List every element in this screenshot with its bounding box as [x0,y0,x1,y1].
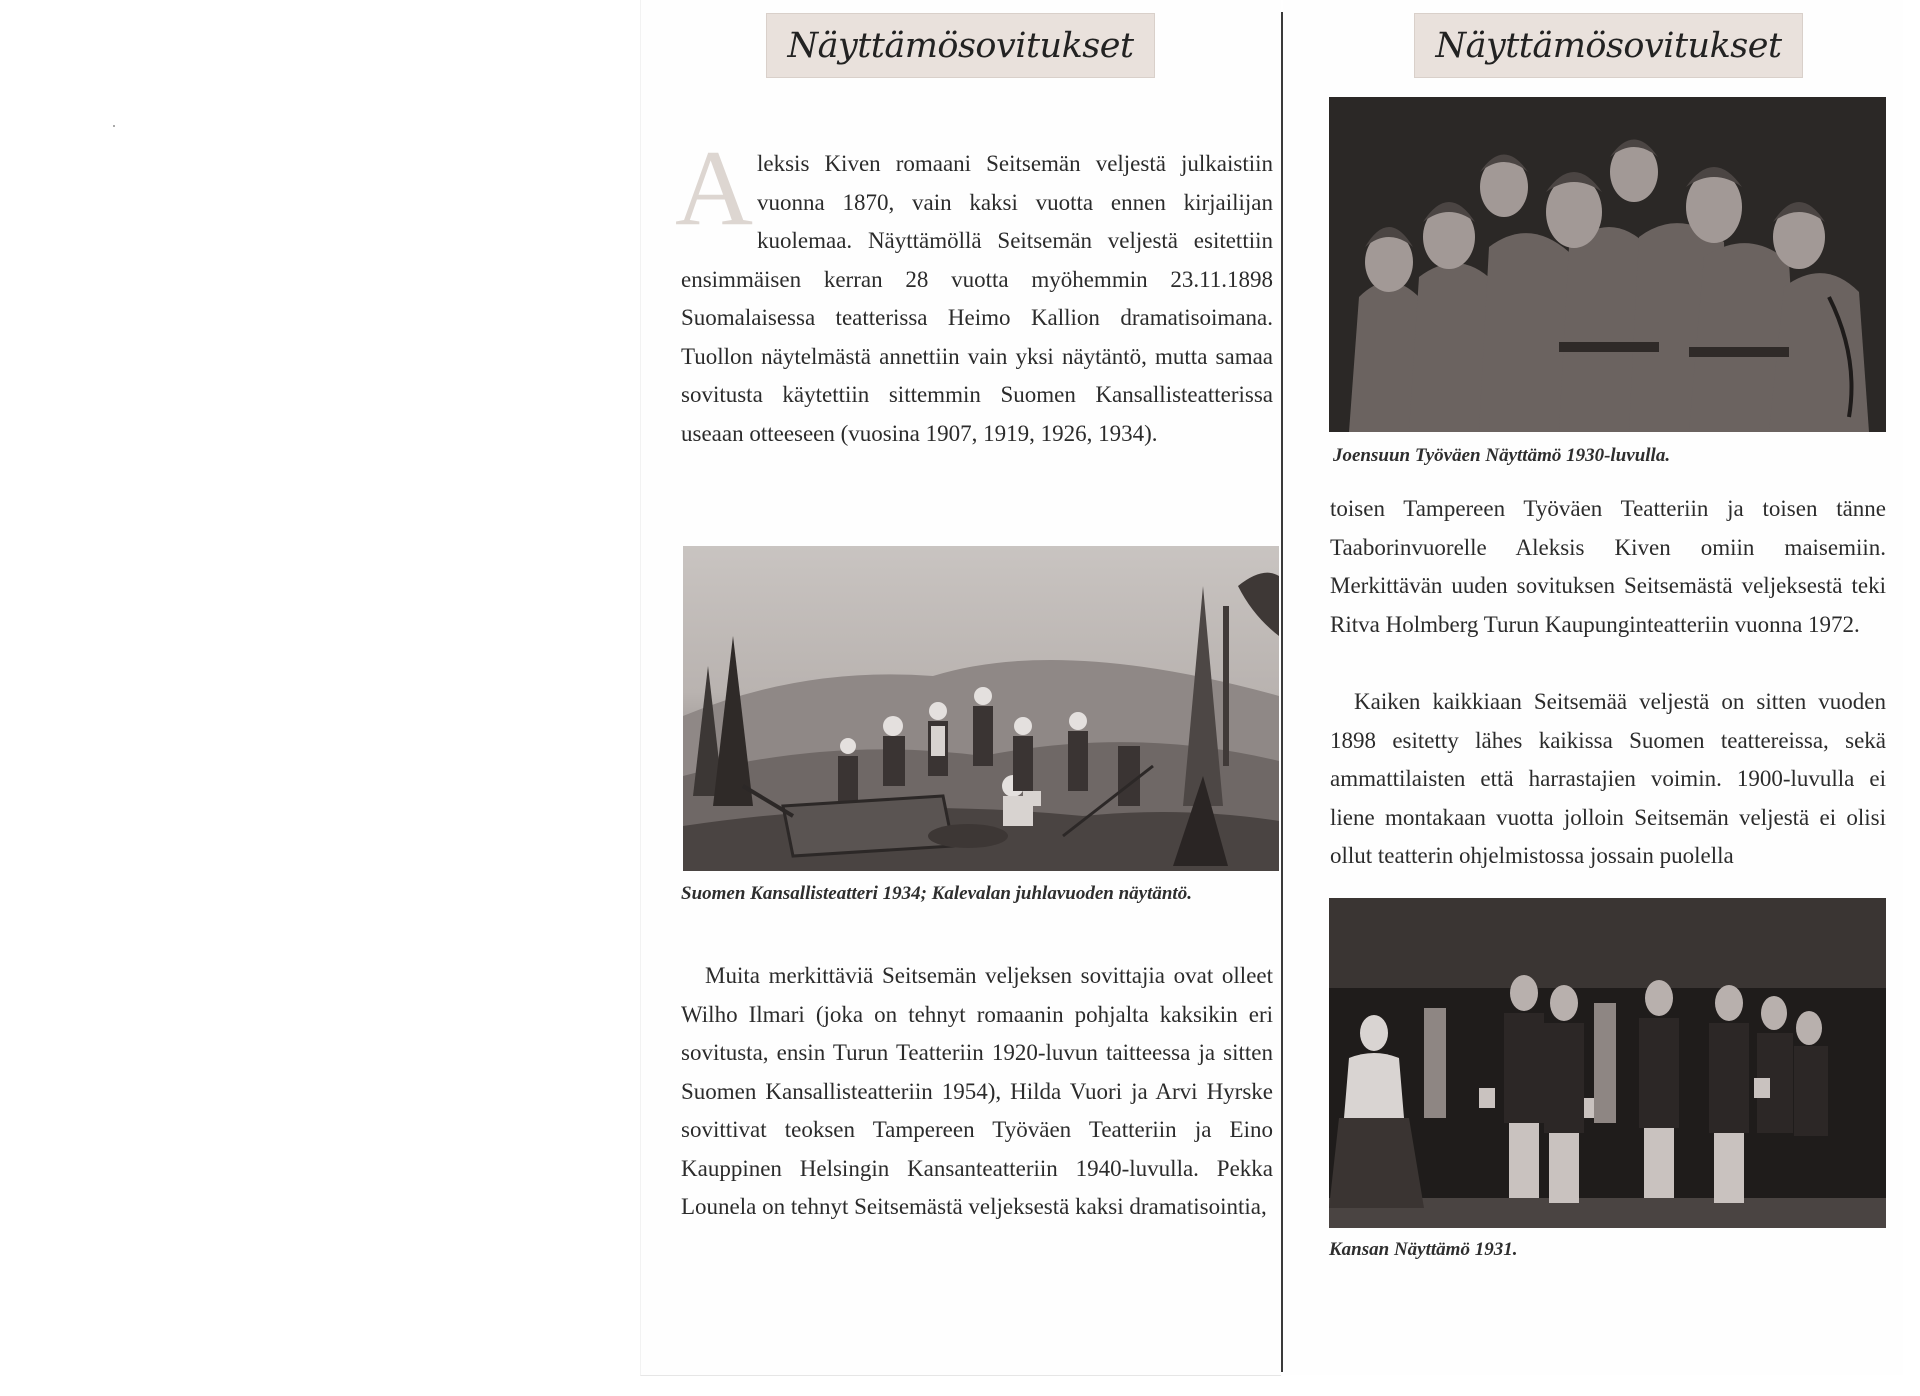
left-paragraph-2-text: Muita merkittäviä Seitsemän veljeksen sovittajia ovat olleet Wilho Ilmari (joka on tehnyt romaanin pohjalta kaksikin eri sovitusta, ensin Turun Teatteriin 1920-luvun taitteessa ja sitten Suomen Kansallisteatteriin 1954), Hilda Vuori ja Arvi Hyrske sovittivat teoksen Tampereen Työväen Teatteriin ja Eino Kauppinen Helsingin Kansanteatteriin 1940-luvulla. Pekka Lounela on tehnyt Seitsemästä veljeksestä kaksi dramatisointia, [681,963,1273,1219]
right-page [1283,0,1903,1375]
left-paragraph-1-text: leksis Kiven romaani Seitsemän veljestä julkaistiin vuonna 1870, vain kaksi vuotta ennen kirjailijan kuolemaa. Näyttämöllä Seitsemän veljestä esitettiin ensimmäisen kerran 28 vuotta myöhemmin 23.11.1898 Suomalaisessa teatterissa Heimo Kallion dramatisoimana. Tuollon näytelmästä annettiin vain yksi näytäntö, mutta samaa sovitusta käytettiin sittemmin Suomen Kansallisteatterissa useaan otteeseen (vuosina 1907, 1919, 1926, 1934). [681,151,1273,446]
right-photo-1-caption: Joensuun Työväen Näyttämö 1930-luvulla. [1333,445,1671,466]
photo-kansan-nayttamo-1931 [1329,898,1886,1228]
photo-joensuu-1930s [1329,97,1886,432]
right-paragraph-2-text: Kaiken kaikkiaan Seitsemää veljestä on sitten vuoden 1898 esitetty lähes kaikissa Suomen teattereissa, sekä ammattilaisten että harrastajien voimin. 1900-luvulla ei liene montakaan vuotta jolloin Seitsemän veljestä ei olisi ollut teatterin ohjelmistossa jossain puolella [1330,689,1886,868]
left-page [640,0,1281,1376]
right-photo-2-caption: Kansan Näyttämö 1931. [1329,1239,1518,1260]
scan-speck [113,125,115,127]
right-paragraph-2 [1330,683,1886,876]
left-paragraph-2 [681,957,1273,1227]
right-page-header: Näyttämösovitukset [1414,13,1803,78]
left-paragraph-1 [675,129,1273,453]
seven-brothers-group-illustration [1329,97,1886,432]
stage-scene-illustration [683,546,1279,871]
right-paragraph-1-text: toisen Tampereen Työväen Teatteriin ja toisen tänne Taaborinvuorelle Aleksis Kiven omiin maisemiin. Merkittävän uuden sovituksen Seitsemästä veljeksestä teki Ritva Holmberg Turun Kaupunginteatteriin vuonna 1972. [1330,496,1886,637]
right-paragraph-1 [1330,490,1886,644]
left-photo-caption: Suomen Kansallisteatteri 1934; Kalevalan juhlavuoden näytäntö. [681,883,1192,904]
photo-kansallisteatteri-1934 [683,546,1279,871]
left-page-header: Näyttämösovitukset [766,13,1155,78]
dropcap-letter: A [675,129,753,248]
stage-group-illustration [1329,898,1886,1228]
